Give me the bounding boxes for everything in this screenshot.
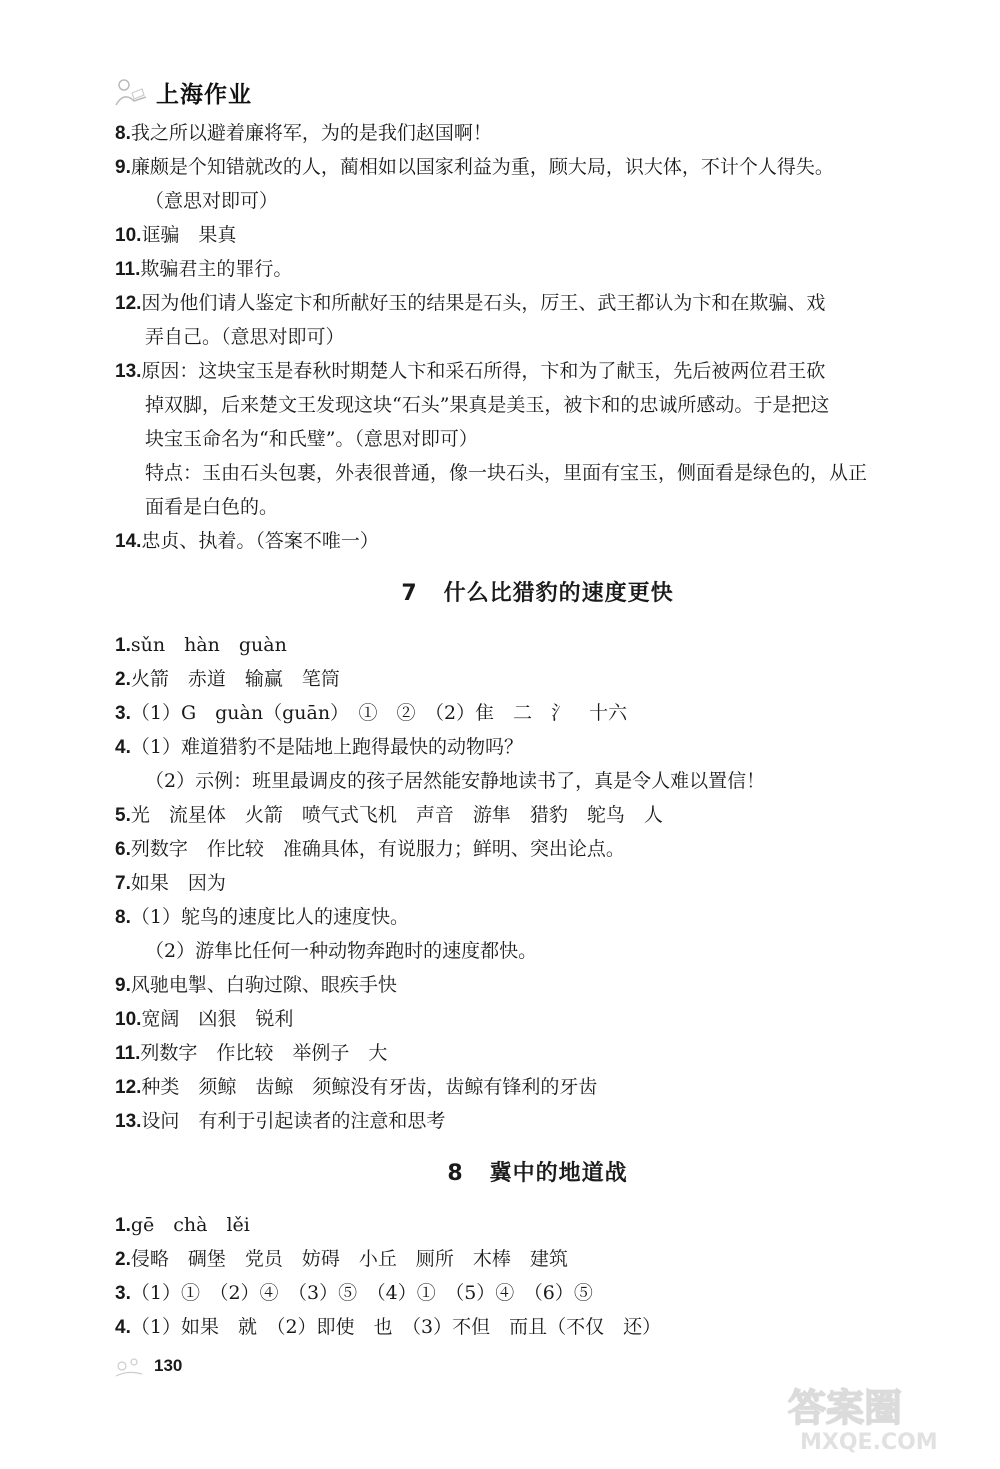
- answer-text: （1）如果 就 （2）即使 也 （3）不但 而且（不仅 还）: [130, 1316, 662, 1338]
- answer-line: [115, 1208, 960, 1242]
- boy-reading-icon: [112, 75, 152, 109]
- answer-line: [115, 1002, 960, 1036]
- answer-line: [115, 1036, 960, 1070]
- answer-line: [115, 184, 960, 218]
- answer-text: （1）① （2）④ （3）⑤ （4）① （5）④ （6）⑤: [130, 1282, 593, 1304]
- question-number: 4.: [115, 1317, 131, 1338]
- answer-text: 列数字 作比较 准确具体，有说服力；鲜明、突出论点。: [130, 838, 625, 860]
- question-number: 10.: [115, 1009, 142, 1030]
- answer-text: gē chà lěi: [130, 1214, 250, 1236]
- header-logo: [112, 72, 252, 112]
- answer-line: [115, 730, 960, 764]
- question-number: 1.: [115, 635, 131, 656]
- answer-text: （2）示例：班里最调皮的孩子居然能安静地读书了，真是令人难以置信！: [145, 770, 766, 792]
- question-number: 12.: [115, 1077, 142, 1098]
- answer-text: sǔn hàn guàn: [130, 634, 287, 656]
- watermark-text: 答案圈: [788, 1386, 903, 1430]
- answer-line: [115, 628, 960, 662]
- section-8-heading: 冀中的地道战: [489, 1161, 628, 1186]
- answer-line: [115, 934, 960, 968]
- question-number: 11.: [115, 259, 141, 280]
- question-number: 1.: [115, 1215, 131, 1236]
- answer-text: 我之所以避着廉将军，为的是我们赵国啊！: [130, 122, 492, 144]
- answer-line: [115, 696, 960, 730]
- answers-section-8: [115, 1208, 960, 1344]
- answer-text: 光 流星体 火箭 喷气式飞机 声音 游隼 猎豹 鸵鸟 人: [130, 804, 663, 826]
- question-number: 13.: [115, 1111, 142, 1132]
- section-8-number: 8: [447, 1161, 464, 1186]
- answer-text: 风驰电掣、白驹过隙、眼疾手快: [130, 974, 397, 996]
- section-8-title: [115, 1152, 960, 1196]
- answer-text: 廉颇是个知错就改的人，蔺相如以国家利益为重，顾大局，识大体，不计个人得失。: [130, 156, 834, 178]
- question-number: 7.: [115, 873, 131, 894]
- answers-section-7: [115, 628, 960, 1138]
- page-footer: [112, 1352, 182, 1380]
- answer-text: 火箭 赤道 输赢 笔筒: [130, 668, 340, 690]
- answer-line: [115, 798, 960, 832]
- question-number: 9.: [115, 157, 131, 178]
- answer-text: 原因：这块宝玉是春秋时期楚人卞和采石所得，卞和为了献玉，先后被两位君王砍: [141, 360, 826, 382]
- answer-line: [115, 1104, 960, 1138]
- answer-line: [115, 1276, 960, 1310]
- watermark-url: MXQE.COM: [800, 1430, 938, 1455]
- question-number: 12.: [115, 293, 142, 314]
- answer-content: [115, 116, 960, 1344]
- answer-line: [115, 832, 960, 866]
- question-number: 2.: [115, 669, 131, 690]
- answers-section-6: [115, 116, 960, 558]
- answer-line: [115, 1070, 960, 1104]
- question-number: 8.: [115, 907, 131, 928]
- answer-line: [115, 490, 960, 524]
- answer-text: （意思对即可）: [145, 190, 279, 212]
- question-number: 2.: [115, 1249, 131, 1270]
- question-number: 4.: [115, 737, 131, 758]
- answer-text: 掉双脚，后来楚文王发现这块“石头”果真是美玉，被卞和的忠诚所感动。于是把这: [145, 394, 830, 416]
- question-number: 5.: [115, 805, 131, 826]
- answer-line: [115, 422, 960, 456]
- answer-line: [115, 524, 960, 558]
- answer-line: [115, 900, 960, 934]
- question-number: 11.: [115, 1043, 141, 1064]
- answer-text: 忠贞、执着。（答案不唯一）: [141, 530, 379, 552]
- answer-text: （1）鸵鸟的速度比人的速度快。: [130, 906, 409, 928]
- answer-line: [115, 1310, 960, 1344]
- answer-text: （1）难道猎豹不是陆地上跑得最快的动物吗？: [130, 736, 523, 758]
- answer-text: 面看是白色的。: [145, 496, 279, 518]
- answer-line: [115, 662, 960, 696]
- footer-flower-icon: [112, 1352, 146, 1380]
- question-number: 6.: [115, 839, 131, 860]
- answer-text: （2）游隼比任何一种动物奔跑时的速度都快。: [145, 940, 538, 962]
- answer-text: 特点：玉由石头包裹，外表很普通，像一块石头，里面有宝玉，侧面看是绿色的，从正: [145, 462, 868, 484]
- answer-line: [115, 388, 960, 422]
- watermark-logo: [780, 1377, 970, 1455]
- answer-line: [115, 252, 960, 286]
- question-number: 8.: [115, 123, 131, 144]
- answer-line: [115, 320, 960, 354]
- question-number: 10.: [115, 225, 142, 246]
- answer-line: [115, 1242, 960, 1276]
- answer-line: [115, 456, 960, 490]
- answer-line: [115, 150, 960, 184]
- answer-text: 侵略 碉堡 党员 妨碍 小丘 厕所 木棒 建筑: [130, 1248, 568, 1270]
- answer-line: [115, 764, 960, 798]
- answer-text: （1）G guàn（guān） ① ② （2）隹 二 氵 十六: [130, 702, 628, 724]
- answer-line: [115, 218, 960, 252]
- answer-line: [115, 286, 960, 320]
- section-7-heading: 什么比猎豹的速度更快: [443, 581, 674, 606]
- answer-text: 欺骗君主的罪行。: [140, 258, 293, 280]
- question-number: 9.: [115, 975, 131, 996]
- answer-line: [115, 354, 960, 388]
- question-number: 3.: [115, 1283, 131, 1304]
- answer-text: 因为他们请人鉴定卞和所献好玉的结果是石头，厉王、武王都认为卞和在欺骗、戏: [141, 292, 826, 314]
- answer-line: [115, 116, 960, 150]
- section-7-number: 7: [401, 581, 418, 606]
- question-number: 14.: [115, 531, 142, 552]
- answer-text: 设问 有利于引起读者的注意和思考: [141, 1110, 446, 1132]
- answer-line: [115, 968, 960, 1002]
- answer-text: 列数字 作比较 举例子 大: [140, 1042, 388, 1064]
- page-number: 130: [154, 1356, 183, 1375]
- answer-text: 诓骗 果真: [141, 224, 237, 246]
- brand-title: 上海作业: [156, 81, 252, 108]
- answer-text: 块宝玉命名为“和氏璧”。（意思对即可）: [145, 428, 478, 450]
- question-number: 13.: [115, 361, 142, 382]
- answer-text: 如果 因为: [130, 872, 226, 894]
- answer-text: 弄自己。（意思对即可）: [145, 326, 345, 348]
- answer-text: 宽阔 凶狠 锐利: [141, 1008, 294, 1030]
- answer-text: 种类 须鲸 齿鲸 须鲸没有牙齿，齿鲸有锋利的牙齿: [141, 1076, 598, 1098]
- answer-line: [115, 866, 960, 900]
- question-number: 3.: [115, 703, 131, 724]
- section-7-title: [115, 572, 960, 616]
